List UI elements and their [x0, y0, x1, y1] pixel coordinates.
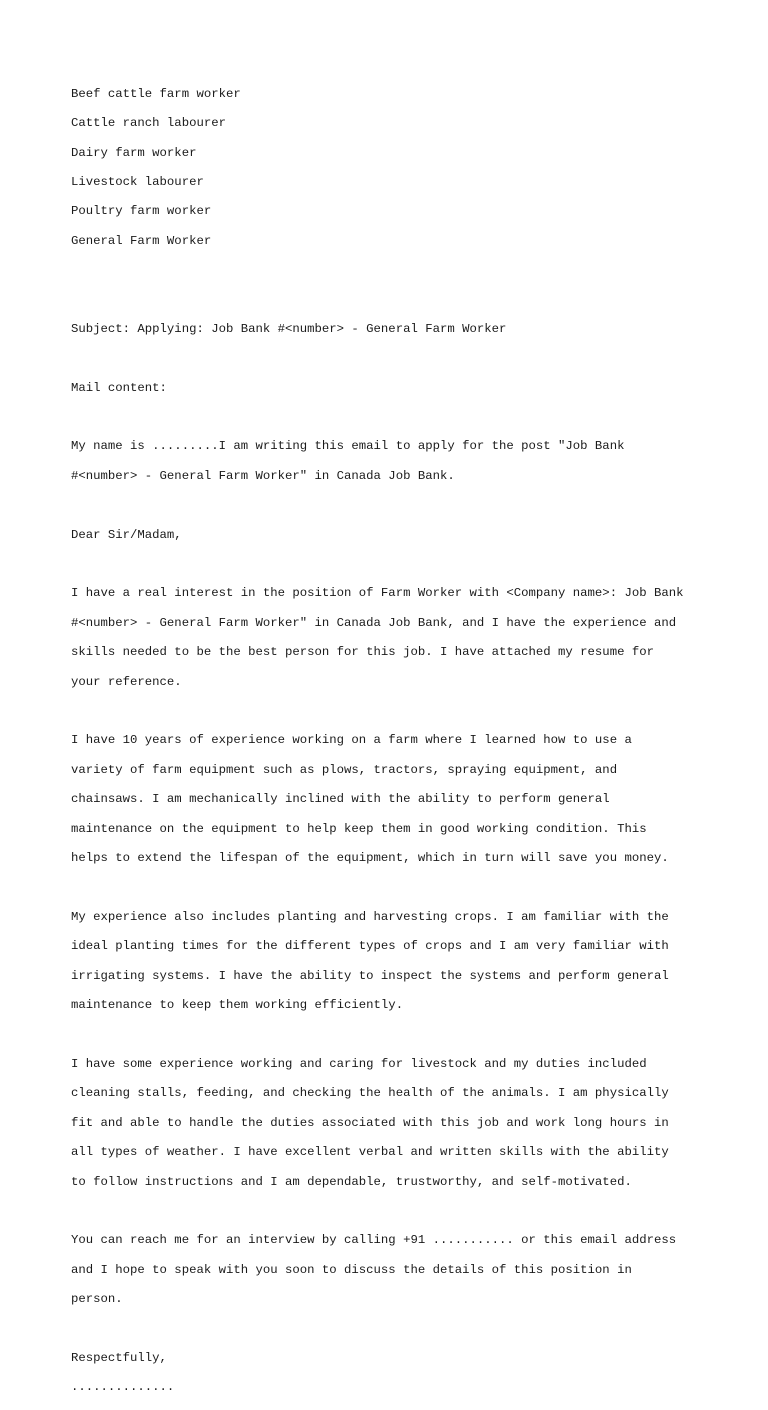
salutation: Dear Sir/Madam, [71, 527, 182, 542]
email-subject [71, 307, 711, 351]
closing: Respectfully, [71, 1350, 167, 1365]
mail-content-label: Mail content: [71, 380, 167, 395]
signature: .............. [71, 1380, 175, 1395]
body-paragraph-contact: You can reach me for an interview by calling +91 ........... or this email address and I hope to speak with you soon to discuss the details of this position in person. [71, 1233, 677, 1307]
subject-line: Subject: Applying: Job Bank #<number> - General Farm Worker [71, 321, 507, 336]
body-paragraph-crops: My experience also includes planting and harvesting crops. I am familiar with the ideal planting times for the different types of crops and I am very familiar with irrigating systems. I have the ability to inspect the systems and perform general maintenance to keep them working efficiently. [71, 909, 669, 1013]
job-title: Cattle ranch labourer [71, 116, 226, 131]
body-paragraph-equipment: I have 10 years of experience working on a farm where I learned how to use a variety of farm equipment such as plows, tractors, spraying equipment, and chainsaws. I am mechanically inclined with the ability to perform general maintenance on the equipment to help keep them in good working condition. This helps to extend the lifespan of the equipment, which in turn will save you money. [71, 733, 669, 866]
job-title: Dairy farm worker [71, 145, 197, 160]
job-title: General Farm Worker [71, 233, 212, 248]
job-title: Livestock labourer [71, 174, 204, 189]
letter-page [71, 72, 711, 1410]
job-titles-list [71, 72, 711, 263]
body-paragraph-interest: I have a real interest in the position of Farm Worker with <Company name>: Job Bank #<number> - General Farm Worker" in Canada Job Bank, and I have the experience and skills needed to be the best person for this job. I have attached my resume for your reference. [71, 586, 684, 689]
job-title: Poultry farm worker [71, 204, 212, 219]
intro-paragraph: My name is .........I am writing this email to apply for the post "Job Bank #<number> - General Farm Worker" in Canada Job Bank. [71, 439, 625, 483]
job-title: Beef cattle farm worker [71, 86, 241, 101]
closing-block [71, 1336, 711, 1410]
body-paragraph-livestock: I have some experience working and caring for livestock and my duties included cleaning stalls, feeding, and checking the health of the animals. I am physically fit and able to handle the duties associated with this job and work long hours in all types of weather. I have excellent verbal and written skills with the ability to follow instructions and I am dependable, trustworthy, and self-motivated. [71, 1056, 669, 1189]
